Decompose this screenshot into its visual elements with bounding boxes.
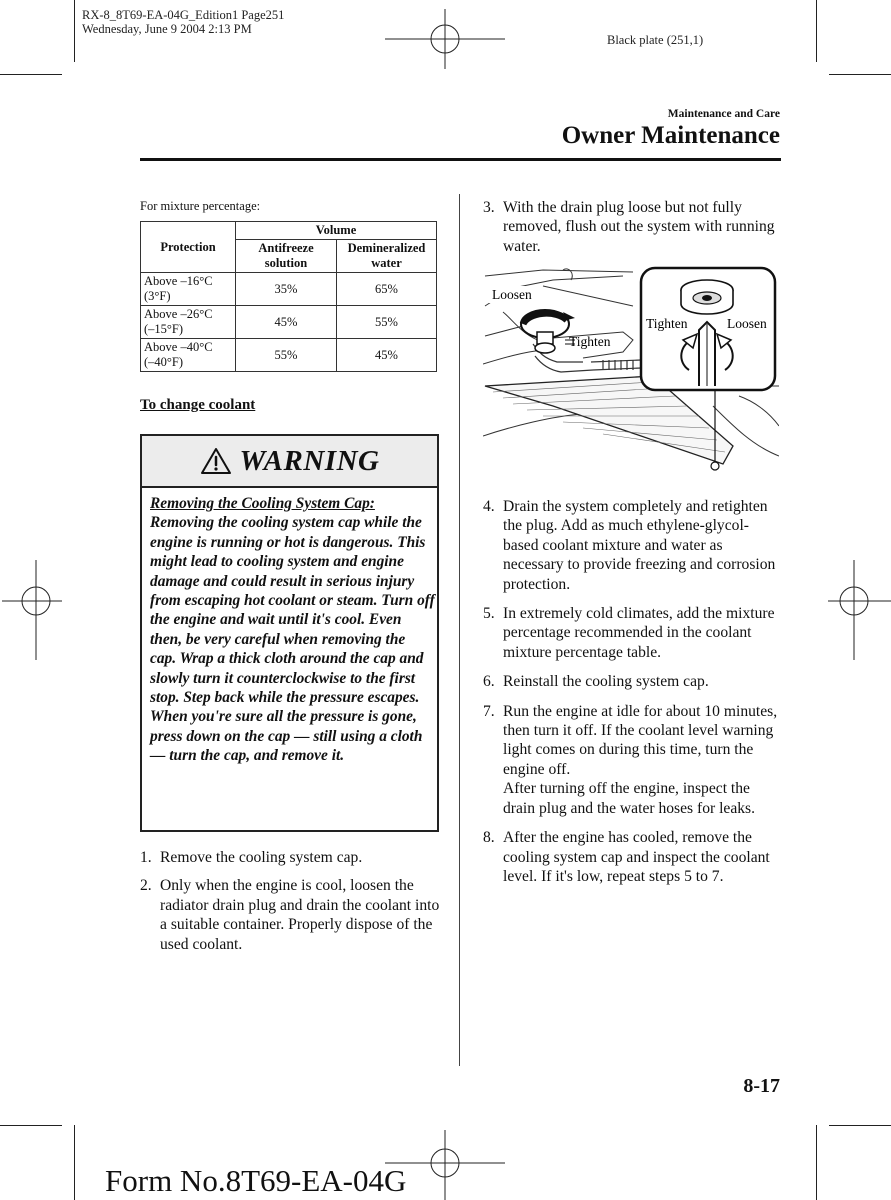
list-item xyxy=(483,672,783,691)
loosen-label: Loosen xyxy=(492,287,532,302)
crop-mark xyxy=(816,1125,817,1200)
step-text: Reinstall the cooling system cap. xyxy=(503,673,709,691)
step-text: Remove the cooling system cap. xyxy=(160,849,363,866)
warning-title: WARNING xyxy=(239,444,380,477)
step-text: With the drain plug loose but not fully removed, flush out the system with running water. xyxy=(503,199,775,255)
title-rule xyxy=(140,158,781,161)
protection-celsius: Above –40°C xyxy=(144,340,213,354)
print-header-date: Wednesday, June 9 2004 2:13 PM xyxy=(82,22,252,36)
registration-mark-icon xyxy=(385,9,505,69)
protection-fahrenheit: (–40°F) xyxy=(144,355,184,369)
col-header-protection: Protection xyxy=(141,222,236,273)
steps-list-right-top xyxy=(483,198,783,256)
list-item xyxy=(483,702,783,818)
crop-mark xyxy=(0,74,62,75)
water-cell: 65% xyxy=(337,273,437,306)
step-text: In extremely cold climates, add the mixture percentage recommended in the coolant mixture percentage table. xyxy=(503,605,775,661)
step-text: Run the engine at idle for about 10 minutes, then turn it off. If the coolant level warning light comes on during this time, turn the engine off. xyxy=(503,702,778,778)
page-number: 8-17 xyxy=(743,1075,780,1097)
drain-plug-illustration xyxy=(483,266,779,484)
col-header-water: Demineralized water xyxy=(337,240,437,273)
subheading: To change coolant xyxy=(140,397,256,413)
step-note: After turning off the engine, inspect the drain plug and the water hoses for leaks. xyxy=(503,780,756,817)
crop-mark xyxy=(0,1125,62,1126)
registration-mark-icon xyxy=(2,560,62,660)
tighten-label: Tighten xyxy=(569,334,611,349)
col-header-antifreeze: Antifreeze solution xyxy=(236,240,337,273)
table-row xyxy=(141,273,437,306)
warning-subtitle: Removing the Cooling System Cap: xyxy=(150,495,375,512)
step-text: Drain the system completely and retighten the plug. Add as much ethylene-glycol-based coolant mixture and water as necessary to provide freezing and corrosion protection. xyxy=(503,498,776,593)
table-row xyxy=(141,306,437,339)
crop-mark xyxy=(829,1125,891,1126)
antifreeze-cell: 35% xyxy=(236,273,337,306)
protection-cell xyxy=(141,339,236,372)
antifreeze-cell: 45% xyxy=(236,306,337,339)
coolant-mixture-table xyxy=(140,221,437,372)
list-item xyxy=(140,876,440,954)
steps-list-left xyxy=(140,848,440,963)
crop-mark xyxy=(829,74,891,75)
tighten-label: Tighten xyxy=(646,316,688,331)
print-header xyxy=(82,8,284,36)
water-cell: 45% xyxy=(337,339,437,372)
crop-mark xyxy=(74,0,75,62)
water-cell: 55% xyxy=(337,306,437,339)
list-item xyxy=(483,198,783,256)
step-number: 5. xyxy=(483,605,495,623)
step-number: 2. xyxy=(140,877,152,895)
step-number: 7. xyxy=(483,702,495,720)
list-item xyxy=(483,828,783,886)
steps-list-right-bottom xyxy=(483,497,783,896)
step-number: 3. xyxy=(483,199,495,216)
protection-fahrenheit: (3°F) xyxy=(144,289,171,303)
warning-body xyxy=(150,494,435,766)
protection-fahrenheit: (–15°F) xyxy=(144,322,184,336)
list-item xyxy=(483,497,783,594)
step-number: 8. xyxy=(483,829,495,847)
table-row xyxy=(141,339,437,372)
warning-header xyxy=(142,436,437,488)
form-number: Form No.8T69-EA-04G xyxy=(105,1163,407,1198)
protection-cell xyxy=(141,306,236,339)
warning-triangle-icon xyxy=(200,447,232,475)
list-item xyxy=(140,848,440,867)
crop-mark xyxy=(74,1125,75,1200)
protection-celsius: Above –26°C xyxy=(144,307,213,321)
protection-celsius: Above –16°C xyxy=(144,274,213,288)
col-header-volume: Volume xyxy=(236,222,437,240)
warning-text: Removing the cooling system cap while the engine is running or hot is dangerous. This might lead to cooling system and engine damage and could result in serious injury from escaping hot coolant or steam. Turn off the engine and wait until it's cool. Even then, be very careful when removing the cap. Wrap a thick cloth around the cap and slowly turn it counterclockwise to the first stop. Step back while the pressure escapes. When you're sure all the pressure is gone, press down on the cap — still using a cloth — turn the cap, and remove it. xyxy=(150,514,435,765)
print-header-file: RX-8_8T69-EA-04G_Edition1 Page251 xyxy=(82,8,285,22)
step-text: After the engine has cooled, remove the cooling system cap and inspect the coolant level. If it's low, repeat steps 5 to 7. xyxy=(503,829,770,885)
loosen-label: Loosen xyxy=(727,316,767,331)
mixture-label: For mixture percentage: xyxy=(140,199,261,213)
step-number: 4. xyxy=(483,498,495,515)
section-label: Maintenance and Care xyxy=(667,108,780,120)
list-item xyxy=(483,604,783,662)
registration-mark-icon xyxy=(828,560,891,660)
crop-mark xyxy=(816,0,817,62)
warning-box xyxy=(140,434,439,832)
step-number: 6. xyxy=(483,673,495,691)
step-text: Only when the engine is cool, loosen the radiator drain plug and drain the coolant into a suitable container. Properly dispose of the used coolant. xyxy=(160,877,440,953)
protection-cell xyxy=(141,273,236,306)
column-divider xyxy=(459,194,460,1066)
page-title: Owner Maintenance xyxy=(561,122,780,149)
antifreeze-cell: 55% xyxy=(236,339,337,372)
step-number: 1. xyxy=(140,849,152,866)
plate-label: Black plate (251,1) xyxy=(607,33,704,47)
